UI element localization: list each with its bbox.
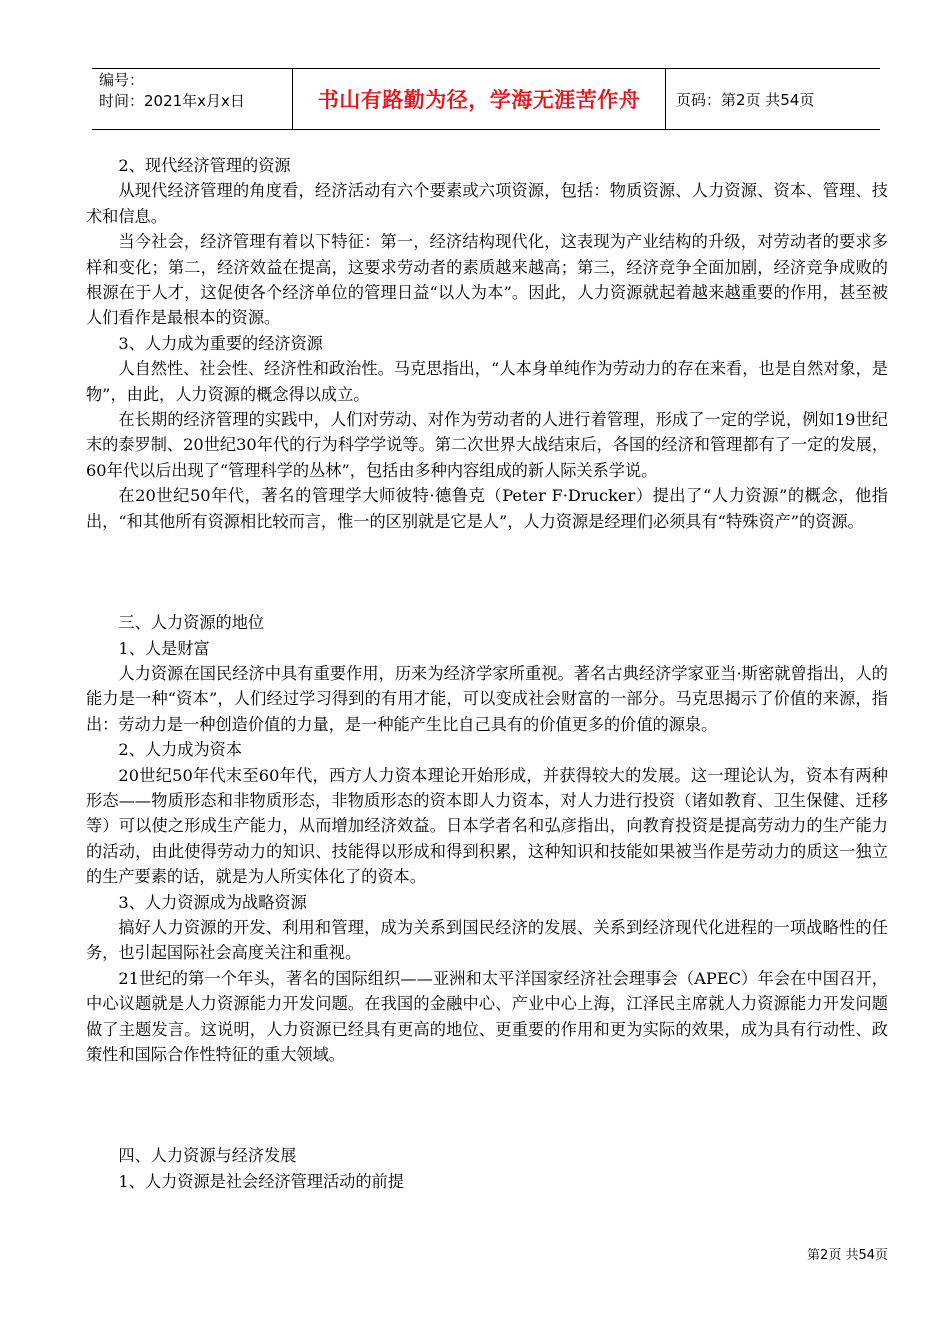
- section-heading: 2、现代经济管理的资源: [118, 156, 291, 175]
- section-heading: 2、人力成为资本: [118, 740, 243, 760]
- document-body: [86, 153, 888, 1194]
- body-paragraph: 当今社会，经济管理有着以下特征：第一，经济结构现代化，这表现为产业结构的升级，对劳动者的要求多样和变化；第二，经济效益在提高，这要求劳动者的素质越来越高；第三，经济竞争全面加剧，经济竞争成败的根源在于人才，这促使各个经济单位的管理日益“以人为本”。因此，人力资源就起着越来越重要的作用，甚至被人们看作是最根本的资源。: [86, 232, 888, 328]
- section-heading: 3、人力资源成为战略资源: [118, 892, 307, 912]
- body-paragraph: 21世纪的第一个年头，著名的国际组织——亚洲和太平洋国家经济社会理事会（APEC）年会在中国召开，中心议题就是人力资源能力开发问题。在我国的金融中心、产业中心上海，江泽民主席就人力资源能力开发问题做了主题发言。这说明，人力资源已经具有更高的地位、更重要的作用和更为实际的效果，成为具有行动性、政策性和国际合作性特征的重大领域。: [86, 968, 888, 1064]
- document-time-label: 时间：2021年x月x日: [99, 92, 245, 110]
- body-paragraph: 在长期的经济管理的实践中，人们对劳动、对作为劳动者的人进行着管理，形成了一定的学说，例如19世纪末的泰罗制、20世纪30年代的行为科学学说等。第二次世界大战结束后，各国的经济和管理都有了一定的发展，60年代以后出现了“管理科学的丛林”，包括由多种内容组成的新人际关系学说。: [86, 410, 889, 480]
- body-paragraph: 20世纪50年代末至60年代，西方人力资本理论开始形成，并获得较大的发展。这一理论认为，资本有两种形态——物质形态和非物质形态，非物质形态的资本即人力资本，对人力进行投资（诸如教育、卫生保健、迁移等）可以使之形成生产能力，从而增加经济效益。日本学者名和弘彦指出，向教育投资是提高劳动力的生产能力的活动，由此使得劳动力的知识、技能得以形成和得到积累，这种知识和技能如果被当作是劳动力的质这一独立的生产要素的话，就是为人所实体化了的资本。: [86, 765, 888, 887]
- header-page-info: 页码：第2页 共54页: [676, 90, 815, 109]
- page-header: [92, 68, 880, 130]
- body-paragraph: 人自然性、社会性、经济性和政治性。马克思指出，“人本身单纯作为劳动力的存在来看，也是自然对象，是物”，由此，人力资源的概念得以成立。: [86, 359, 888, 404]
- header-meta: [92, 69, 293, 129]
- body-paragraph: 在20世纪50年代，著名的管理学大师彼特·德鲁克（Peter F·Drucker）提出了“人力资源”的概念，他指出，“和其他所有资源相比较而言，惟一的区别就是它是人”，人力资源是经理们必须具有“特殊资产”的资源。: [86, 486, 888, 531]
- section-heading: 3、人力成为重要的经济资源: [118, 333, 323, 353]
- header-motto: 书山有路勤为径，学海无涯苦作舟: [293, 69, 666, 129]
- section-heading: 1、人是财富: [118, 638, 210, 658]
- section-heading: 1、人力资源是社会经济管理活动的前提: [118, 1171, 404, 1191]
- body-paragraph: 搞好人力资源的开发、利用和管理，成为关系到国民经济的发展、关系到经济现代化进程的一项战略性的任务，也引起国际社会高度关注和重视。: [86, 917, 888, 963]
- chapter-heading: 四、人力资源与经济发展: [118, 1146, 297, 1166]
- section-spacer: [86, 534, 888, 610]
- body-paragraph: 人力资源在国民经济中具有重要作用，历来为经济学家所重视。著名古典经济学家亚当·斯密就曾指出，人的能力是一种“资本”，人们经过学习得到的有用才能，可以变成社会财富的一部分。马克思揭示了价值的来源，指出：劳动力是一种创造价值的力量，是一种能产生比自己具有的价值更多的价值的源泉。: [86, 663, 888, 734]
- section-spacer: [86, 1067, 888, 1143]
- body-paragraph: 从现代经济管理的角度看，经济活动有六个要素或六项资源，包括：物质资源、人力资源、资本、管理、技术和信息。: [86, 181, 888, 226]
- document-code-label: 编号：: [99, 71, 145, 89]
- chapter-heading: 三、人力资源的地位: [118, 613, 265, 633]
- page-footer: 第2页 共54页: [807, 1248, 888, 1263]
